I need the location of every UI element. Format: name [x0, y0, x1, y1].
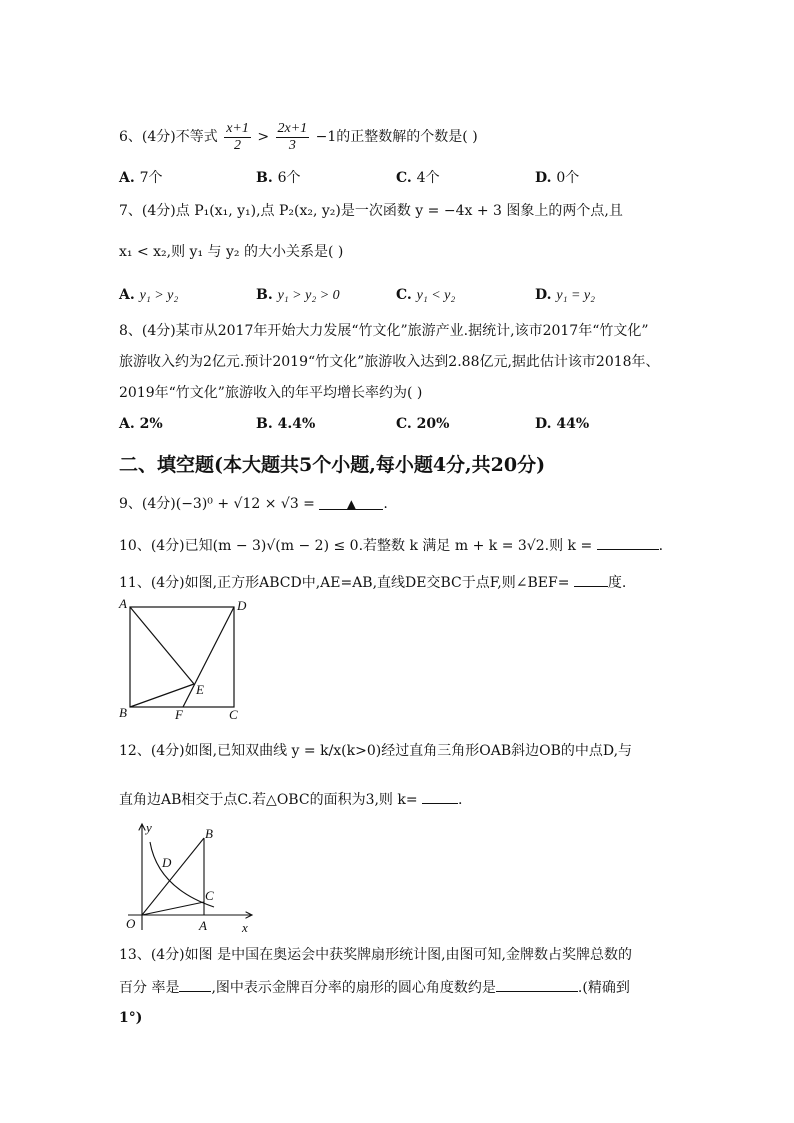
label-a: A	[199, 918, 207, 933]
q10-end: .	[658, 538, 664, 554]
q8-option-c	[396, 416, 449, 432]
q12-text: 直角边AB相交于点C.若△OBC的面积为3,则 k=	[119, 792, 418, 808]
option-letter: D.	[535, 170, 552, 186]
q6-stem	[119, 118, 478, 156]
q8-line-1: 8、(4分)某市从2017年开始大力发展“竹文化”旅游产业.据统计,该市2017年“竹文化”	[119, 323, 649, 339]
q6-option-d	[535, 167, 579, 187]
option-value: y₁ = y₂	[556, 288, 595, 303]
label-c: C	[229, 707, 238, 722]
section-2-heading: 二、填空题(本大题共5个小题,每小题4分,共20分)	[119, 454, 546, 476]
q10-text: 10、(4分)已知(m − 3)√(m − 2) ≤ 0.若整数 k 满足 m + k = 3√2.则 k =	[119, 538, 593, 554]
label-o: O	[126, 916, 136, 931]
option-letter: B.	[256, 416, 273, 432]
q6-fraction-2	[276, 121, 310, 154]
option-letter: B.	[256, 170, 273, 186]
q11-stem	[119, 572, 626, 592]
option-letter: B.	[256, 287, 273, 303]
q7-option-a	[119, 287, 178, 304]
option-value: y₁ > y₂	[139, 288, 179, 303]
q8-option-b	[256, 416, 315, 432]
q9-text: 9、(4分)(−3)⁰ + √12 × √3 =	[119, 496, 315, 512]
option-letter: C.	[396, 287, 412, 303]
label-x: x	[242, 920, 248, 935]
option-value: 4个	[416, 170, 440, 186]
q12-hyperbola-figure	[114, 818, 259, 938]
q13-text-c: .(精确到	[577, 980, 630, 996]
q11-answer-blank[interactable]	[574, 572, 608, 587]
q9-triangle-marker: ▲	[346, 497, 356, 511]
q7-line-2: x₁ < x₂,则 y₁ 与 y₂ 的大小关系是( )	[119, 244, 344, 260]
q8-option-a	[119, 416, 163, 432]
segment-ae	[130, 607, 194, 684]
option-value: 4.4%	[277, 416, 316, 432]
q13-answer-blank-1[interactable]	[179, 977, 211, 992]
q13-line-1: 13、(4分)如图 是中国在奥运会中获奖牌扇形统计图,由图可知,金牌数占奖牌总数的	[119, 947, 632, 963]
q6-frac1-denominator: 2	[234, 137, 242, 153]
option-value: 20%	[416, 416, 450, 432]
q7-line-1: 7、(4分)点 P₁(x₁, y₁),点 P₂(x₂, y₂)是一次函数 y = −4x + 3 图象上的两个点,且	[119, 203, 623, 219]
q6-option-c	[396, 167, 440, 187]
q6-tail: −1的正整数解的个数是( )	[315, 129, 478, 145]
option-letter: C.	[396, 170, 412, 186]
label-y: y	[146, 820, 152, 835]
q10-stem	[119, 535, 663, 555]
q9-answer-blank[interactable]	[319, 495, 383, 510]
q6-frac1-numerator: x+1	[226, 120, 249, 136]
q12-answer-blank[interactable]	[422, 789, 458, 804]
option-value: 7个	[139, 170, 163, 186]
label-b: B	[205, 826, 213, 841]
label-a: A	[119, 596, 127, 611]
option-letter: A.	[119, 170, 135, 186]
square-abcd	[130, 607, 234, 707]
option-value: 6个	[277, 170, 301, 186]
q12-line-2	[119, 789, 463, 809]
q7-option-d	[535, 287, 595, 304]
option-value: 44%	[556, 416, 590, 432]
option-letter: C.	[396, 416, 412, 432]
q6-gt-sign: >	[257, 129, 270, 145]
label-d: D	[237, 598, 247, 613]
q6-option-b	[256, 167, 301, 187]
q6-fraction-1	[224, 121, 251, 154]
q7-option-b	[256, 287, 340, 304]
q6-option-a	[119, 167, 163, 187]
q11-end: 度.	[607, 575, 627, 591]
q8-line-3: 2019年“竹文化”旅游收入的年平均增长率约为( )	[119, 385, 423, 401]
label-c: C	[205, 888, 214, 903]
line-df	[183, 607, 234, 707]
option-value: 0个	[556, 170, 580, 186]
option-letter: A.	[119, 416, 135, 432]
q12-line-1: 12、(4分)如图,已知双曲线 y = k/x(k>0)经过直角三角形OAB斜边OB的中点D,与	[119, 743, 633, 759]
label-f: F	[175, 707, 183, 722]
q13-text-a: 百分 率是	[119, 980, 180, 996]
label-e: E	[196, 682, 204, 697]
q6-frac2-denominator: 3	[288, 137, 296, 153]
q8-line-2: 旅游收入约为2亿元.预计2019“竹文化”旅游收入达到2.88亿元,据此估计该市2018年、	[119, 354, 660, 370]
q12-end: .	[458, 792, 463, 808]
option-value: y₁ > y₂ > 0	[277, 288, 340, 303]
q9-stem	[119, 495, 388, 513]
q10-answer-blank[interactable]	[597, 535, 659, 550]
q8-option-d	[535, 416, 589, 432]
label-b: B	[119, 705, 127, 720]
q6-frac2-numerator: 2x+1	[277, 120, 308, 136]
q7-option-c	[396, 287, 455, 304]
option-value: y₁ < y₂	[416, 288, 456, 303]
q11-square-figure	[114, 596, 254, 724]
label-d: D	[162, 855, 172, 870]
option-letter: D.	[535, 287, 552, 303]
q13-line-2	[119, 977, 630, 997]
q11-text: 11、(4分)如图,正方形ABCD中,AE=AB,直线DE交BC于点F,则∠BEF=	[119, 575, 570, 591]
q13-line-3: 1°)	[119, 1010, 143, 1026]
q6-label: 6、(4分)不等式	[119, 129, 218, 145]
q13-answer-blank-2[interactable]	[496, 977, 578, 992]
option-value: 2%	[139, 416, 163, 432]
option-letter: D.	[535, 416, 552, 432]
q9-end: .	[383, 496, 388, 512]
option-letter: A.	[119, 287, 135, 303]
q13-text-b: ,图中表示金牌百分率的扇形的圆心角度数约是	[211, 980, 496, 996]
